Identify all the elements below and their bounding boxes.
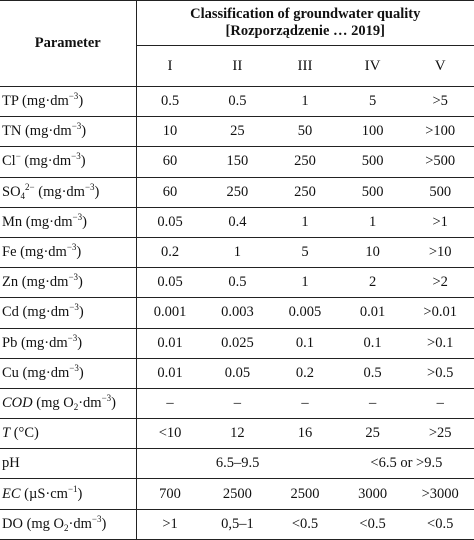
- value-cell: >0.01: [406, 298, 474, 328]
- parameter-name: Mn: [2, 213, 23, 230]
- value-cell-merged: 6.5–9.5: [136, 449, 339, 479]
- table-row: [0, 479, 474, 509]
- parameter-name: TN: [2, 123, 22, 140]
- value-cell: <0.5: [406, 509, 474, 539]
- value-cell: 0,5–1: [204, 509, 272, 539]
- parameter-unit: (mg O: [26, 515, 65, 532]
- parameter-unit-exponent: −3: [67, 332, 78, 343]
- value-cell: –: [136, 388, 204, 418]
- table-row: [0, 449, 474, 479]
- parameter-cell: [0, 509, 136, 539]
- parameter-name: Pb: [2, 334, 18, 351]
- value-cell: –: [406, 388, 474, 418]
- parameter-name: Fe: [2, 244, 17, 261]
- parameter-unit-cont: ·dm: [68, 515, 92, 532]
- parameter-unit-exponent: −3: [68, 272, 79, 283]
- value-cell: 0.5: [136, 87, 204, 117]
- parameter-cell: [0, 117, 136, 147]
- header-class-iii: III: [271, 46, 339, 87]
- value-cell: 0.05: [136, 207, 204, 237]
- value-cell: >3000: [406, 479, 474, 509]
- value-cell: 700: [136, 479, 204, 509]
- value-cell: 100: [339, 117, 407, 147]
- parameter-unit-cont: ·dm: [78, 394, 102, 411]
- value-cell: 0.005: [271, 298, 339, 328]
- parameter-unit-close: ): [82, 213, 87, 230]
- parameter-name-superscript: −: [15, 151, 21, 162]
- value-cell-merged: <6.5 or >9.5: [339, 449, 474, 479]
- table-row: [0, 117, 474, 147]
- parameter-name: TP: [2, 93, 19, 110]
- value-cell: <10: [136, 419, 204, 449]
- parameter-cell: [0, 268, 136, 298]
- value-cell: >2: [406, 268, 474, 298]
- header-class-ii: II: [204, 46, 272, 87]
- value-cell: 500: [339, 177, 407, 207]
- value-cell: 0.5: [204, 87, 272, 117]
- parameter-unit-exponent: −3: [66, 242, 77, 253]
- value-cell: >25: [406, 419, 474, 449]
- value-cell: 0.5: [339, 358, 407, 388]
- value-cell: 10: [339, 237, 407, 267]
- parameter-name: Cl: [2, 153, 16, 170]
- value-cell: 1: [271, 207, 339, 237]
- parameter-name: Zn: [2, 274, 19, 291]
- value-cell: 5: [271, 237, 339, 267]
- parameter-cell: [0, 147, 136, 177]
- value-cell: <0.5: [339, 509, 407, 539]
- parameter-cell: [0, 358, 136, 388]
- table-row: [0, 237, 474, 267]
- parameter-unit-close: ): [94, 183, 100, 200]
- parameter-cell: [0, 328, 136, 358]
- value-cell: 60: [136, 147, 204, 177]
- table-row: [0, 268, 474, 298]
- value-cell: 1: [204, 237, 272, 267]
- value-cell: 0.001: [136, 298, 204, 328]
- parameter-unit-close: ): [111, 394, 116, 411]
- value-cell: 1: [271, 87, 339, 117]
- parameter-unit: (mg·dm: [22, 364, 70, 381]
- parameter-cell: [0, 449, 136, 479]
- value-cell: 3000: [339, 479, 407, 509]
- parameter-name: COD: [2, 394, 33, 411]
- value-cell: 25: [339, 419, 407, 449]
- parameter-unit: (mg·dm: [22, 93, 69, 110]
- parameter-unit: (mg·dm: [24, 123, 72, 140]
- parameter-unit: (mg·dm: [21, 274, 69, 291]
- value-cell: 1: [271, 268, 339, 298]
- table-row: [0, 177, 474, 207]
- parameter-cell: [0, 237, 136, 267]
- value-cell: >10: [406, 237, 474, 267]
- parameter-unit-exponent: −3: [69, 362, 79, 373]
- parameter-unit-exponent: −3: [71, 151, 81, 162]
- parameter-unit-close: ): [76, 244, 82, 261]
- parameter-unit: (mg·dm: [25, 213, 73, 230]
- value-cell: 12: [204, 419, 272, 449]
- parameter-name-superscript: 2−: [25, 181, 35, 192]
- header-classification: [136, 1, 474, 46]
- parameter-name: SO: [2, 183, 21, 200]
- parameter-unit: (mg·dm: [24, 153, 72, 170]
- parameter-unit-exponent: −3: [101, 392, 112, 403]
- value-cell: >5: [406, 87, 474, 117]
- value-cell: >500: [406, 147, 474, 177]
- parameter-unit-close: ): [101, 515, 107, 532]
- table-row: [0, 87, 474, 117]
- value-cell: –: [339, 388, 407, 418]
- value-cell: 0.003: [204, 298, 272, 328]
- header-class-v: V: [406, 46, 474, 87]
- parameter-unit: (mg·dm: [20, 334, 68, 351]
- parameter-cell: [0, 87, 136, 117]
- value-cell: 0.1: [271, 328, 339, 358]
- parameter-unit-subscript: 2: [73, 401, 79, 412]
- parameter-name: pH: [2, 455, 20, 472]
- parameter-cell: [0, 207, 136, 237]
- parameter-unit-close: ): [80, 153, 86, 170]
- header-class-iv: IV: [339, 46, 407, 87]
- value-cell: 50: [271, 117, 339, 147]
- value-cell: >1: [406, 207, 474, 237]
- value-cell: 25: [204, 117, 272, 147]
- value-cell: <0.5: [271, 509, 339, 539]
- value-cell: 250: [271, 177, 339, 207]
- parameter-name: EC: [2, 485, 21, 502]
- value-cell: 2500: [204, 479, 272, 509]
- value-cell: 500: [339, 147, 407, 177]
- parameter-cell: [0, 177, 136, 207]
- value-cell: 0.01: [136, 358, 204, 388]
- value-cell: 2: [339, 268, 407, 298]
- parameter-name: T: [2, 425, 11, 442]
- parameter-unit-exponent: −3: [69, 302, 79, 313]
- value-cell: >0.1: [406, 328, 474, 358]
- table-row: [0, 328, 474, 358]
- value-cell: 0.025: [204, 328, 272, 358]
- header-parameter: Parameter: [0, 1, 136, 87]
- parameter-unit-close: ): [78, 304, 84, 321]
- header-classification-title: Classification of groundwater quality: [190, 6, 421, 22]
- value-cell: 0.1: [339, 328, 407, 358]
- parameter-name: DO: [2, 515, 23, 532]
- value-cell: 5: [339, 87, 407, 117]
- parameter-cell: [0, 298, 136, 328]
- value-cell: –: [271, 388, 339, 418]
- value-cell: >1: [136, 509, 204, 539]
- parameter-unit-close: ): [81, 123, 87, 140]
- value-cell: 0.01: [136, 328, 204, 358]
- parameter-unit-exponent: −3: [84, 181, 95, 192]
- table-row: [0, 419, 474, 449]
- parameter-name: Cu: [2, 364, 19, 381]
- parameter-unit: (µS·cm: [24, 485, 68, 502]
- parameter-unit-exponent: −3: [91, 513, 102, 524]
- parameter-name: Cd: [2, 304, 19, 321]
- header-class-i: I: [136, 46, 204, 87]
- value-cell: 2500: [271, 479, 339, 509]
- value-cell: 250: [271, 147, 339, 177]
- table-row: [0, 147, 474, 177]
- parameter-unit-exponent: −3: [72, 211, 83, 222]
- value-cell: 0.01: [339, 298, 407, 328]
- table-row: [0, 207, 474, 237]
- parameter-name-subscript: 4: [20, 190, 26, 201]
- value-cell: 10: [136, 117, 204, 147]
- value-cell: 500: [406, 177, 474, 207]
- parameter-unit: (mg·dm: [20, 244, 67, 261]
- value-cell: 0.4: [204, 207, 272, 237]
- table-row: [0, 358, 474, 388]
- header-classification-source: [Rozporządzenie … 2019]: [225, 23, 385, 39]
- parameter-cell: [0, 479, 136, 509]
- value-cell: 0.5: [204, 268, 272, 298]
- value-cell: 0.05: [136, 268, 204, 298]
- parameter-unit-exponent: −1: [67, 483, 78, 494]
- table-row: [0, 509, 474, 539]
- parameter-unit-close: ): [77, 334, 83, 351]
- table-row: [0, 298, 474, 328]
- value-cell: 1: [339, 207, 407, 237]
- value-cell: 150: [204, 147, 272, 177]
- value-cell: 0.2: [136, 237, 204, 267]
- value-cell: 16: [271, 419, 339, 449]
- table-body: [0, 87, 474, 540]
- value-cell: >0.5: [406, 358, 474, 388]
- table-row: [0, 388, 474, 418]
- parameter-unit-close: ): [78, 93, 84, 110]
- parameter-cell: [0, 419, 136, 449]
- parameter-unit-close: ): [77, 485, 83, 502]
- value-cell: –: [204, 388, 272, 418]
- value-cell: 60: [136, 177, 204, 207]
- parameter-cell: [0, 388, 136, 418]
- value-cell: 250: [204, 177, 272, 207]
- parameter-unit: (mg O: [36, 394, 74, 411]
- parameter-unit: (mg·dm: [22, 304, 70, 321]
- value-cell: >100: [406, 117, 474, 147]
- value-cell: 0.2: [271, 358, 339, 388]
- parameter-unit-close: ): [78, 274, 83, 291]
- table-header: [0, 1, 474, 87]
- value-cell: 0.05: [204, 358, 272, 388]
- parameter-unit-exponent: −3: [68, 91, 79, 102]
- parameter-unit: (mg·dm: [38, 183, 85, 200]
- parameter-unit-exponent: −3: [71, 121, 82, 132]
- parameter-unit: (°C): [13, 425, 39, 442]
- parameter-unit-subscript: 2: [64, 522, 69, 533]
- parameter-unit-close: ): [78, 364, 84, 381]
